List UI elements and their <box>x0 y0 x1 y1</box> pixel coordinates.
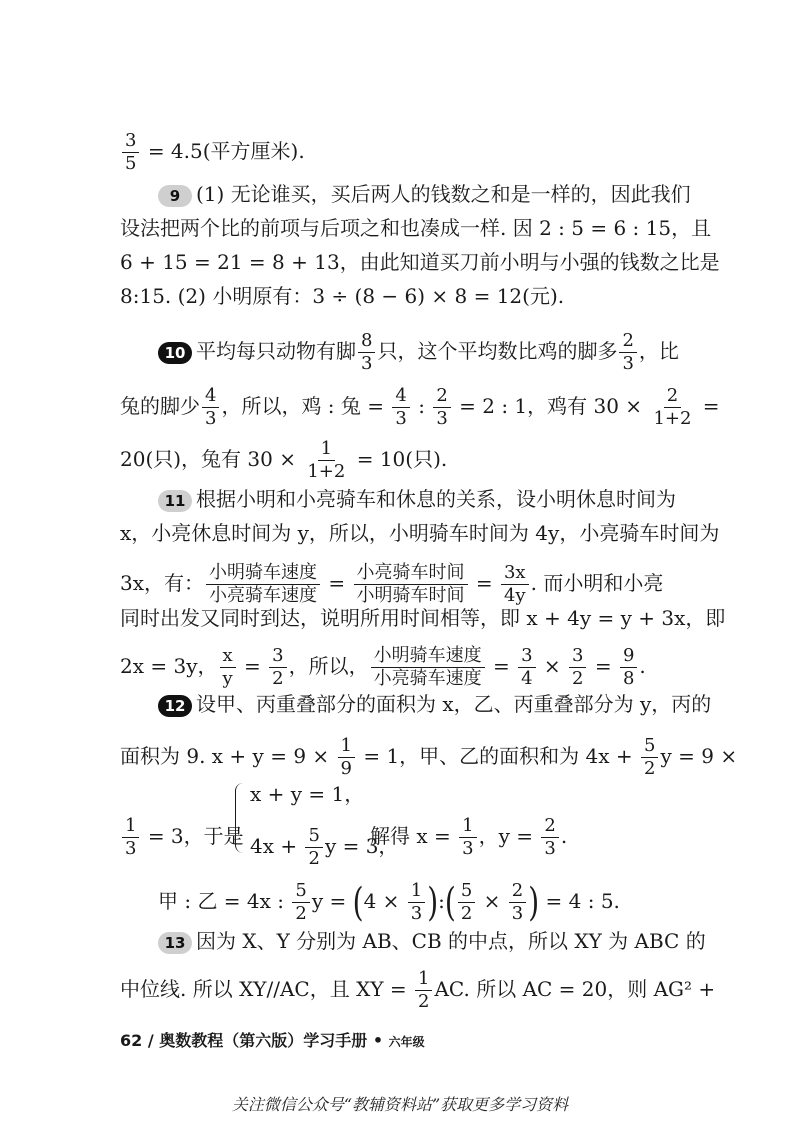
text: = 4.5(平方厘米). <box>147 139 305 163</box>
problem-number-badge: 9 <box>158 185 192 207</box>
problem-number-badge: 11 <box>158 490 192 512</box>
system-eq2: 4x + $\frac{5}{2}$ y = 3， <box>250 825 399 869</box>
problem-number-badge: 12 <box>158 695 192 717</box>
top-line <box>120 130 690 175</box>
problem-9-line4: 8:15. (2) 小明原有：3 ÷ (8 − 6) × 8 = 12(元). <box>120 284 565 308</box>
problem-9-line3: 6 + 15 = 21 = 8 + 13，由此知道买刀前小明与小强的钱数之比是 <box>120 250 720 274</box>
problem-13-line2: 中位线. 所以 XY//AC，且 XY = $\frac{1}{2}$ AC. 所以 AC = 20，则 AG² + <box>120 968 716 1012</box>
problem-12-solution: 解得 x = $\frac{1}{3}$ ，y = $\frac{2}{3}$ . <box>370 815 568 859</box>
page-footer: 62 / 奥数教程（第六版）学习手册 • 六年级 <box>120 1031 425 1050</box>
system-eq1: x + y = 1， <box>250 782 365 806</box>
problem-11-line3: 3x，有： $\frac{\text{小明骑车速度}}{\text{小亮骑车速度}}$ = $\frac{\text{小亮骑车时间}}{\text{小明骑车时间}}$ = $\frac{3x}{4y}$ . 而小明和小亮 <box>120 562 664 606</box>
problem-11-line2: x，小亮休息时间为 y，所以，小明骑车时间为 4y，小亮骑车时间为 <box>120 521 720 545</box>
watermark: 关注微信公众号“教辅资料站”获取更多学习资料 <box>231 1095 569 1114</box>
problem-12-line3: $\frac{1}{3}$ = 3，于是 <box>120 815 690 860</box>
problem-number-badge: 10 <box>158 342 192 364</box>
problem-10-line1: 10 平均每只动物有脚 $\frac{8}{3}$ 只，这个平均数比鸡的脚多 $\frac{2}{3}$ ，比 <box>158 330 690 375</box>
problem-10-line3: 20(只)，兔有 30 × $\frac{1}{1+2}$ = 10(只). <box>120 438 448 482</box>
problem-12-line2: 面积为 9. x + y = 9 × $\frac{1}{9}$ = 1，甲、乙的面积和为 4x + $\frac{5}{2}$ y = 9 × <box>120 735 738 779</box>
problem-11-line4: 同时出发又同时到达，说明所用时间相等，即 x + 4y = y + 3x，即 <box>120 606 726 630</box>
problem-11-line1: 11 根据小明和小亮骑车和休息的关系，设小明休息时间为 <box>158 485 690 513</box>
problem-11-line5: 2x = 3y， $\frac{x}{y}$ = $\frac{3}{2}$ ，所以， $\frac{\text{小明骑车速度}}{\text{小亮骑车速度}}$ = $\frac{3}{4}$ × $\frac{3}{2}$ = $\frac{9}{8}$ . <box>120 645 646 689</box>
problem-12-line1: 12 设甲、丙重叠部分的面积为 x，乙、丙重叠部分为 y，丙的 <box>158 690 690 718</box>
problem-number-badge: 13 <box>158 932 192 954</box>
problem-9-line1: 9 (1) 无论谁买，买后两人的钱数之和是一样的，因此我们 <box>158 180 690 208</box>
problem-9-line2: 设法把两个比的前项与后项之和也凑成一样. 因 2 : 5 = 6 : 15，且 <box>120 216 712 240</box>
fraction: $\frac{3}{5}$ <box>122 130 139 175</box>
problem-12-ratio: 甲 : 乙 = 4x : $\frac{5}{2}$ y = (4 × $\frac{1}{3}$ ):( $\frac{5}{2}$ × $\frac{2}{3}$ ) = 4 : 5. <box>158 878 620 925</box>
problem-10-line2: 兔的脚少 $\frac{4}{3}$ ，所以，鸡 : 兔 = $\frac{4}{3}$ : $\frac{2}{3}$ = 2 : 1，鸡有 30 × $\frac{2}{1+2}$ = <box>120 385 720 429</box>
problem-13-line1: 13 因为 X、Y 分别为 AB、CB 的中点，所以 XY 为 ABC 的 <box>158 927 690 955</box>
